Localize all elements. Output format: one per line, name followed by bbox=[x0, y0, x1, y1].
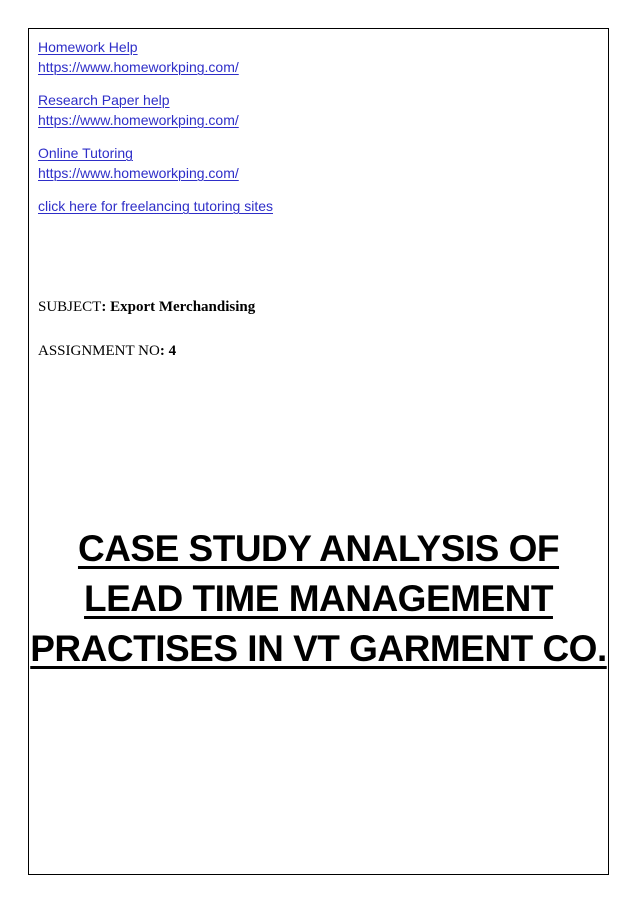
freelancing-sites-link[interactable]: click here for freelancing tutoring sites bbox=[38, 198, 273, 214]
online-tutoring-url-link[interactable]: https://www.homeworkping.com/ bbox=[38, 165, 239, 181]
assignment-label: ASSIGNMENT NO bbox=[38, 343, 160, 359]
homework-help-link[interactable]: Homework Help bbox=[38, 39, 138, 55]
subject-value: : Export Merchandising bbox=[101, 299, 256, 315]
title-line-2: LEAD TIME MANAGEMENT bbox=[84, 578, 553, 619]
document-title bbox=[28, 524, 609, 674]
assignment-line bbox=[38, 343, 176, 360]
research-paper-help-link[interactable]: Research Paper help bbox=[38, 92, 170, 108]
research-paper-help-url-link[interactable]: https://www.homeworkping.com/ bbox=[38, 112, 239, 128]
homework-help-url-link[interactable]: https://www.homeworkping.com/ bbox=[38, 59, 239, 75]
online-tutoring-link[interactable]: Online Tutoring bbox=[38, 145, 133, 161]
assignment-value: : 4 bbox=[159, 343, 177, 359]
title-line-1: CASE STUDY ANALYSIS OF bbox=[77, 528, 560, 569]
subject-label: SUBJECT bbox=[38, 299, 102, 315]
subject-line bbox=[38, 299, 255, 316]
title-line-3: PRACTISES IN VT GARMENT CO. bbox=[30, 628, 607, 669]
help-links bbox=[38, 37, 273, 216]
